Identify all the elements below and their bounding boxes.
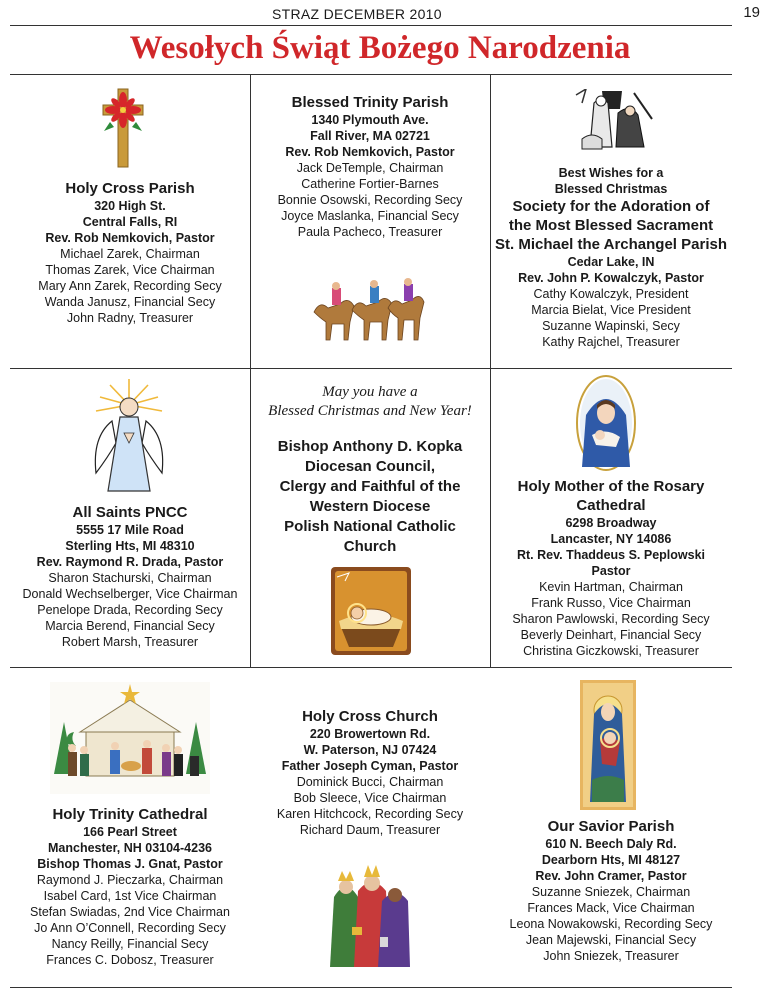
parish-pastor: Bishop Thomas J. Gnat, Pastor	[37, 857, 223, 871]
nativity-scene-icon	[50, 682, 210, 794]
officer-line: Marcia Bielat, Vice President	[531, 303, 691, 317]
parish-name: Cathedral	[576, 497, 646, 514]
officer-line: Kathy Rajchel, Treasurer	[542, 335, 680, 349]
holy-cross-church-greeting	[250, 707, 490, 838]
officer-line: Frances Mack, Vice Chairman	[527, 901, 695, 915]
nativity-child-icon	[331, 567, 411, 655]
camels-magi-icon	[310, 278, 425, 346]
officer-line: Michael Zarek, Chairman	[60, 247, 200, 261]
parish-address: 166 Pearl Street	[83, 825, 177, 839]
officer-line: Marcia Berend, Financial Secy	[45, 619, 215, 633]
diocese-line: Western Diocese	[309, 498, 431, 515]
officer-line: Nancy Reilly, Financial Secy	[51, 937, 209, 951]
officer-line: John Radny, Treasurer	[66, 311, 194, 325]
officer-line: Frank Russo, Vice Chairman	[531, 596, 691, 610]
greeting-line: Blessed Christmas	[554, 182, 668, 196]
blessed-trinity-greeting	[250, 93, 490, 240]
officer-line: Robert Marsh, Treasurer	[61, 635, 199, 649]
officer-line: Joyce Maslanka, Financial Secy	[281, 209, 459, 223]
page-number: 19	[743, 4, 760, 21]
officer-line: Jo Ann O’Connell, Recording Secy	[34, 921, 226, 935]
all-saints-greeting	[10, 503, 250, 650]
officer-line: Stefan Swiadas, 2nd Vice Chairman	[30, 905, 230, 919]
parish-city: Lancaster, NY 14086	[550, 532, 672, 546]
our-savior-greeting	[490, 817, 732, 964]
officer-line: Penelope Drada, Recording Secy	[37, 603, 223, 617]
parish-address: 610 N. Beech Daly Rd.	[545, 837, 677, 851]
newspaper-issue-title: STRAZ DECEMBER 2010	[272, 6, 442, 22]
officer-line: Beverly Deinhart, Financial Secy	[520, 628, 702, 642]
madonna-icon	[576, 375, 636, 471]
parish-name: Holy Cross Church	[302, 708, 438, 725]
parish-city: Fall River, MA 02721	[310, 129, 430, 143]
officer-line: Christina Giczkowski, Treasurer	[523, 644, 699, 658]
parish-pastor: Rev. John P. Kowalczyk, Pastor	[518, 271, 704, 285]
parish-pastor: Father Joseph Cyman, Pastor	[281, 759, 459, 773]
parish-city: Cedar Lake, IN	[567, 255, 655, 269]
parish-pastor: Pastor	[591, 564, 631, 578]
officer-line: Suzanne Wapinski, Secy	[542, 319, 680, 333]
row-divider	[10, 987, 732, 988]
row-divider	[10, 368, 732, 369]
parish-city: Central Falls, RI	[82, 215, 178, 229]
shepherds-icon	[572, 89, 656, 153]
officer-line: Bonnie Osowski, Recording Secy	[277, 193, 463, 207]
parish-address: 5555 17 Mile Road	[76, 523, 184, 537]
officer-line: Bob Sleece, Vice Chairman	[293, 791, 447, 805]
officer-line: Paula Pacheco, Treasurer	[297, 225, 443, 239]
parish-name: All Saints PNCC	[72, 504, 188, 521]
diocese-line: Diocesan Council,	[304, 458, 436, 475]
parish-name: Holy Trinity Cathedral	[52, 806, 208, 823]
cross-poinsettia-icon	[102, 87, 144, 169]
page-header	[10, 4, 760, 26]
officer-line: Sharon Pawlowski, Recording Secy	[512, 612, 710, 626]
holy-trinity-greeting	[10, 805, 250, 968]
parish-name: Holy Cross Parish	[65, 180, 195, 197]
greetings-grid	[10, 75, 732, 988]
row-divider	[10, 667, 732, 668]
diocese-line: Clergy and Faithful of the	[279, 478, 461, 495]
officer-line: Catherine Fortier-Barnes	[301, 177, 439, 191]
officer-line: Suzanne Sniezek, Chairman	[531, 885, 691, 899]
parish-city: Sterling Hts, MI 48310	[65, 539, 195, 553]
christmas-banner: Wesołych Świąt Bożego Narodzenia	[129, 30, 631, 66]
angel-icon	[88, 377, 170, 495]
diocese-greeting	[250, 383, 490, 557]
officer-line: John Sniezek, Treasurer	[543, 949, 679, 963]
parish-pastor: Rev. Rob Nemkovich, Pastor	[285, 145, 455, 159]
officer-line: Donald Wechselberger, Vice Chairman	[22, 587, 238, 601]
officer-line: Kevin Hartman, Chairman	[539, 580, 683, 594]
madonna-child-icon	[580, 680, 636, 810]
officer-line: Sharon Stachurski, Chairman	[48, 571, 212, 585]
officer-line: Dominick Bucci, Chairman	[296, 775, 444, 789]
parish-city: W. Paterson, NJ 07424	[303, 743, 437, 757]
parish-city: Manchester, NH 03104-4236	[48, 841, 212, 855]
st-michael-greeting	[490, 165, 732, 350]
society-name: Society for the Adoration of the Most Blessed Sacrament	[508, 198, 714, 234]
parish-pastor: Rev. Raymond R. Drada, Pastor	[36, 555, 224, 569]
parish-name: St. Michael the Archangel Parish	[494, 236, 727, 253]
holy-mother-greeting	[490, 477, 732, 659]
parish-address: 1340 Plymouth Ave.	[311, 113, 429, 127]
officer-line: Isabel Card, 1st Vice Chairman	[43, 889, 217, 903]
parish-address: 6298 Broadway	[565, 516, 657, 530]
officer-line: Karen Hitchcock, Recording Secy	[276, 807, 464, 821]
officer-line: Jack DeTemple, Chairman	[296, 161, 444, 175]
diocese-line: Polish National Catholic	[284, 518, 456, 535]
parish-name: Blessed Trinity Parish	[291, 94, 449, 111]
officer-line: Richard Daum, Treasurer	[299, 823, 441, 837]
magi-icon	[328, 857, 412, 973]
officer-line: Cathy Kowalczyk, President	[533, 287, 689, 301]
parish-pastor: Rev. John Cramer, Pastor	[535, 869, 687, 883]
officer-line: Wanda Janusz, Financial Secy	[44, 295, 216, 309]
parish-name: Our Savior Parish	[547, 818, 675, 835]
parish-city: Dearborn Hts, MI 48127	[541, 853, 681, 867]
holy-cross-parish-greeting	[10, 179, 250, 326]
parish-pastor: Rt. Rev. Thaddeus S. Peplowski	[516, 548, 705, 562]
diocese-line: Bishop Anthony D. Kopka	[277, 438, 463, 455]
parish-name: Holy Mother of the Rosary	[517, 478, 705, 495]
diocese-line: Church	[343, 538, 397, 555]
officer-line: Leona Nowakowski, Recording Secy	[509, 917, 713, 931]
officer-line: Jean Majewski, Financial Secy	[525, 933, 697, 947]
officer-line: Raymond J. Pieczarka, Chairman	[36, 873, 224, 887]
parish-address: 220 Browertown Rd.	[309, 727, 431, 741]
wish-line: May you have a	[322, 384, 418, 400]
parish-address: 320 High St.	[94, 199, 166, 213]
greeting-line: Best Wishes for a	[558, 166, 664, 180]
parish-pastor: Rev. Rob Nemkovich, Pastor	[45, 231, 215, 245]
officer-line: Frances C. Dobosz, Treasurer	[46, 953, 214, 967]
officer-line: Thomas Zarek, Vice Chairman	[45, 263, 215, 277]
officer-line: Mary Ann Zarek, Recording Secy	[38, 279, 222, 293]
wish-line: Blessed Christmas and New Year!	[268, 403, 472, 419]
